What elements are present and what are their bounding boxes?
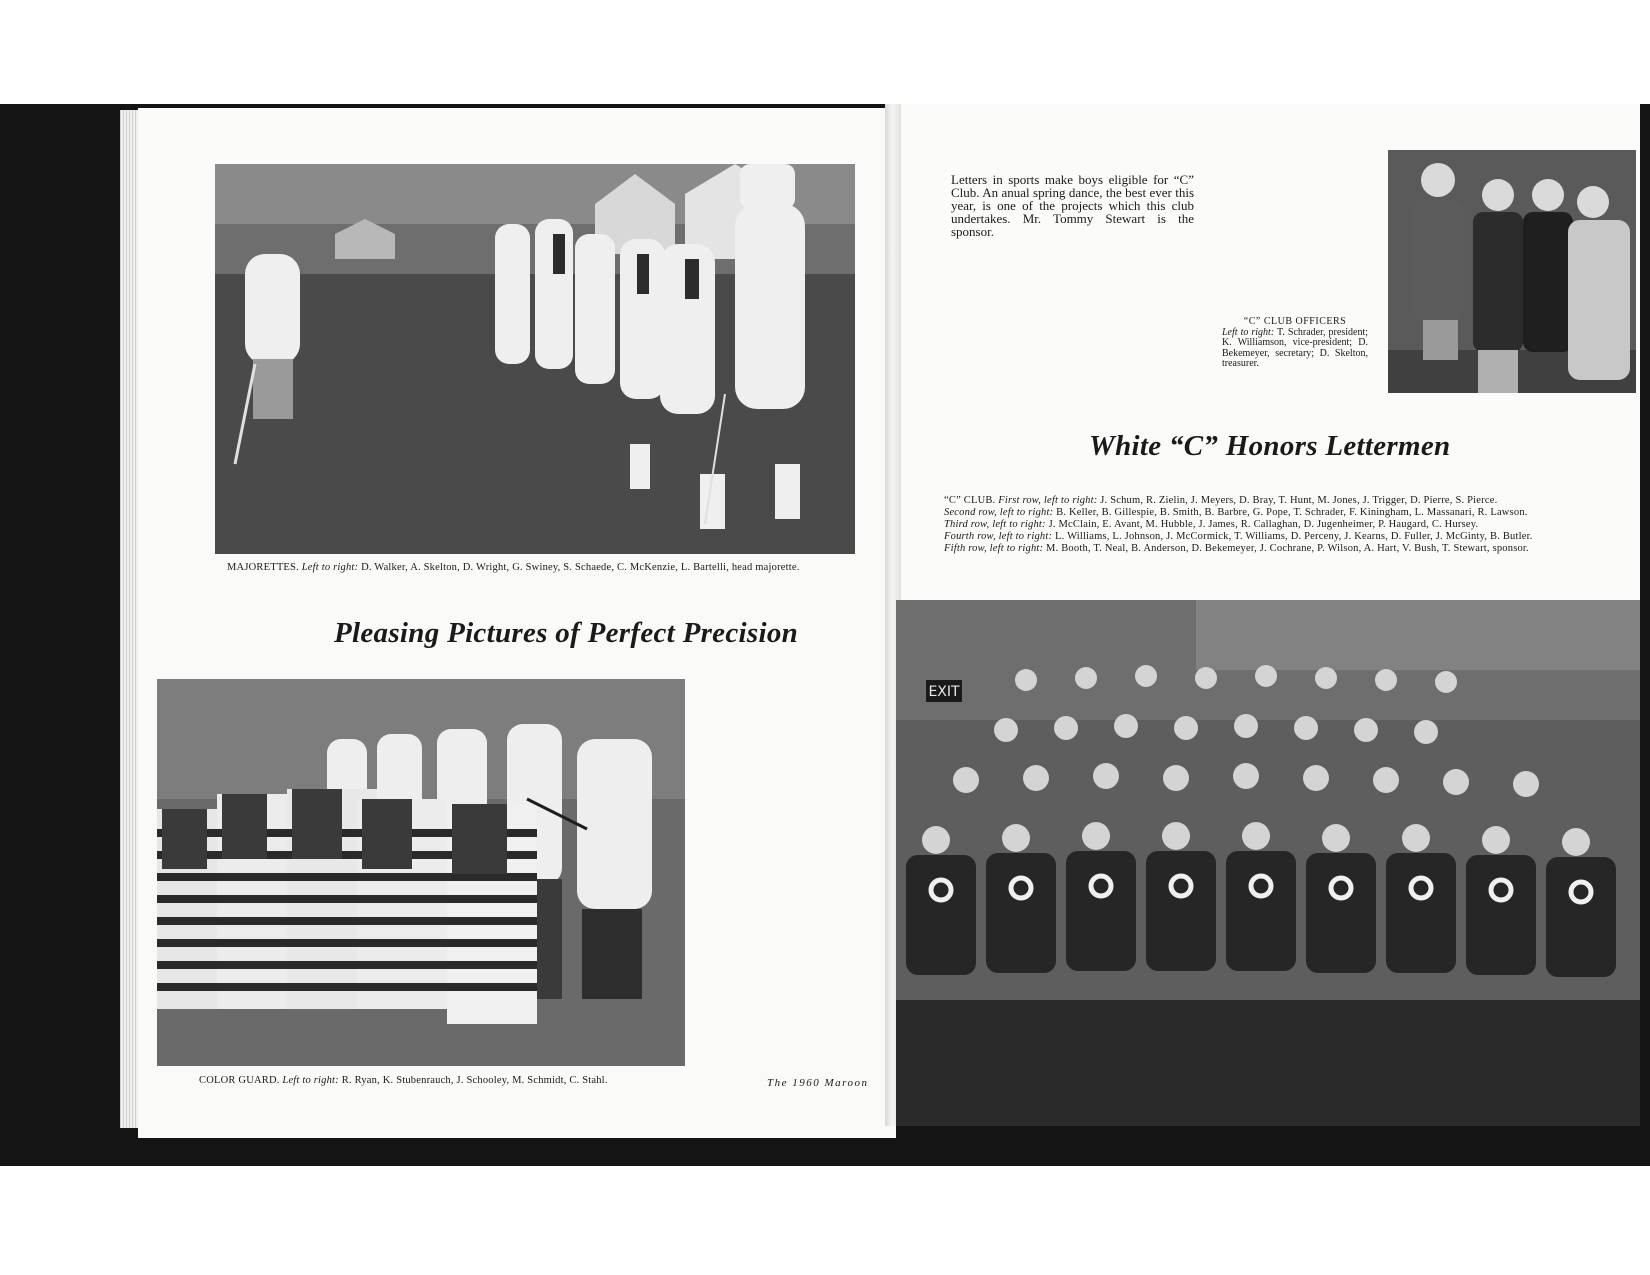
club-caption-names: M. Booth, T. Neal, B. Anderson, D. Bekemeyer, J. Cochrane, P. Wilson, A. Hart, V. Bush, T. Stewart, sponsor. xyxy=(1046,543,1529,554)
majorettes-direction: Left to right: xyxy=(301,562,359,573)
club-caption-label: “C” CLUB. xyxy=(944,495,996,506)
club-intro-text: Letters in sports make boys eligible for “C” Club. An anual spring dance, the best ever this year, is one of the projects which this club undertakes. Mr. Tommy Stewart is the sponsor. xyxy=(951,172,1194,239)
club-caption-row-5 xyxy=(944,543,1589,555)
club-caption xyxy=(944,495,1589,555)
right-page-title: White “C” Honors Lettermen xyxy=(1089,430,1451,462)
exit-sign: EXIT xyxy=(928,684,960,700)
color-guard-names: R. Ryan, K. Stubenrauch, J. Schooley, M. Schmidt, C. Stahl. xyxy=(341,1075,608,1086)
color-guard-caption xyxy=(199,1075,679,1087)
club-caption-names: L. Williams, L. Johnson, J. McCormick, T. Williams, D. Perceny, J. Kearns, D. Fuller, J. McGinty, B. Butler. xyxy=(1055,531,1533,542)
club-caption-row-1 xyxy=(944,495,1589,507)
officers-text: T. Schrader, president; K. Williamson, vice-president; D. Bekemeyer, secretary; D. Skelton, treasurer. xyxy=(1222,326,1368,369)
majorettes-caption xyxy=(227,562,857,574)
color-guard-label: COLOR GUARD. xyxy=(199,1075,280,1086)
majorettes-label: MAJORETTES. xyxy=(227,562,299,573)
majorettes-photo xyxy=(215,164,855,554)
color-guard-direction: Left to right: xyxy=(282,1075,339,1086)
color-guard-photo xyxy=(157,679,685,1066)
club-caption-row-4 xyxy=(944,531,1589,543)
left-page-title: Pleasing Pictures of Perfect Precision xyxy=(334,617,799,649)
majorettes-names: D. Walker, A. Skelton, D. Wright, G. Swiney, S. Schaede, C. McKenzie, L. Bartelli, head majorette. xyxy=(361,562,800,573)
officers-photo xyxy=(1388,150,1636,393)
club-caption-row-3 xyxy=(944,519,1589,531)
club-caption-row-2 xyxy=(944,507,1589,519)
club-caption-direction: Fourth row, left to right: xyxy=(944,531,1053,542)
page-folio: The 1960 Maroon xyxy=(767,1077,869,1089)
club-caption-direction: First row, left to right: xyxy=(998,495,1098,506)
officers-direction: Left to right: xyxy=(1222,326,1275,338)
officers-caption xyxy=(1222,317,1368,370)
officers-heading: “C” CLUB OFFICERS xyxy=(1243,316,1347,327)
club-group-photo xyxy=(896,600,1640,1126)
club-caption-direction: Second row, left to right: xyxy=(944,507,1054,518)
club-caption-direction: Third row, left to right: xyxy=(944,519,1046,530)
page-edges xyxy=(120,110,140,1128)
club-caption-names: J. McClain, E. Avant, M. Hubble, J. James, R. Callaghan, D. Jugenheimer, P. Haugard, C. Hursey. xyxy=(1048,519,1479,530)
club-caption-names: J. Schum, R. Zielin, J. Meyers, D. Bray, T. Hunt, M. Jones, J. Trigger, D. Pierre, S. Pierce. xyxy=(1100,495,1498,506)
club-caption-names: B. Keller, B. Gillespie, B. Smith, B. Barbre, G. Pope, T. Schrader, F. Kiningham, L. Massanari, R. Lawson. xyxy=(1056,507,1528,518)
club-caption-direction: Fifth row, left to right: xyxy=(944,543,1044,554)
